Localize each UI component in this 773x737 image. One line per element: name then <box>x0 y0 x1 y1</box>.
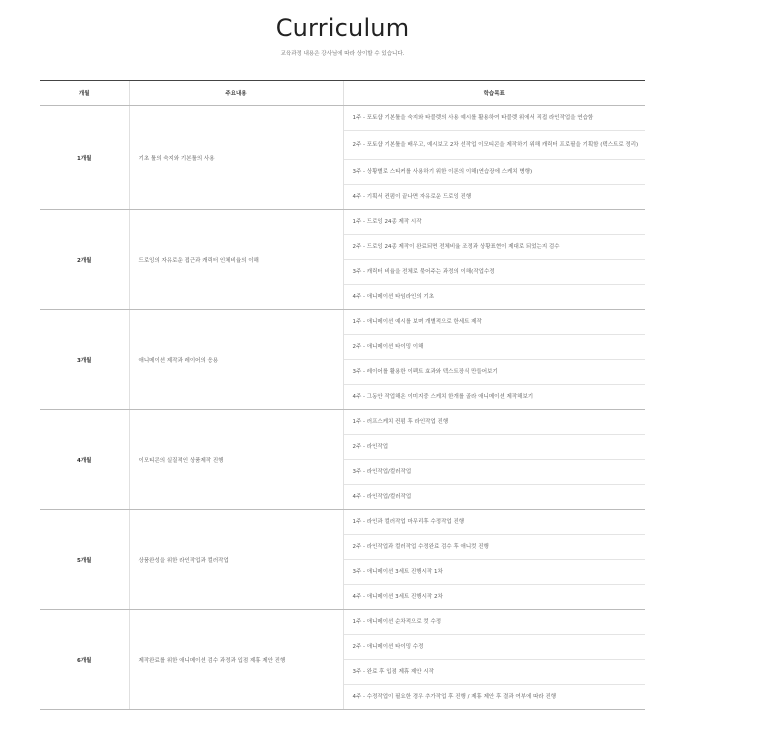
goal-cell: 2주 - 드로잉 24종 제작이 완료되면 전체비율 조정과 상황표현이 제대로 되었는지 검수 <box>343 235 645 260</box>
goal-cell: 2주 - 라인작업 <box>343 435 645 460</box>
goal-cell: 3주 - 레이어를 활용한 이펙트 효과와 텍스트장식 만들어보기 <box>343 360 645 385</box>
header-main-content: 주요내용 <box>129 81 343 106</box>
month-cell: 2개월 <box>40 210 129 310</box>
page-title: Curriculum <box>275 14 410 42</box>
header-month: 개월 <box>40 81 129 106</box>
table-row <box>40 106 645 131</box>
month-cell: 3개월 <box>40 310 129 410</box>
month-cell: 5개월 <box>40 510 129 610</box>
content-cell: 상품완성을 위한 라인작업과 컬러작업 <box>129 510 343 610</box>
content-cell: 제작완료를 위한 애니메이션 검수 과정과 입점 제휴 제안 진행 <box>129 610 343 710</box>
table-header-row <box>40 81 645 106</box>
content-cell: 이모티콘의 실질적인 상품제작 진행 <box>129 410 343 510</box>
table-row <box>40 510 645 535</box>
goal-cell: 1주 - 러프스케치 컨펌 후 라인작업 진행 <box>343 410 645 435</box>
goal-cell: 1주 - 애니메이션 순차적으로 컷 수정 <box>343 610 645 635</box>
month-cell: 6개월 <box>40 610 129 710</box>
goal-cell: 1주 - 애니메이션 예시를 보며 개별적으로 한세트 제작 <box>343 310 645 335</box>
month-cell: 4개월 <box>40 410 129 510</box>
goal-cell: 4주 - 애니메이션 3세트 진행시작 2차 <box>343 585 645 610</box>
goal-cell: 2주 - 라인작업과 컬러작업 수정완료 검수 후 애니컷 진행 <box>343 535 645 560</box>
table-row <box>40 410 645 435</box>
goal-cell: 3주 - 상황별로 스티커를 사용하기 위한 이론의 이해(연습장에 스케치 병행) <box>343 160 645 185</box>
goal-cell: 1주 - 라인과 컬러작업 마무리후 수정작업 진행 <box>343 510 645 535</box>
goal-cell: 4주 - 라인작업/컬러작업 <box>343 485 645 510</box>
goal-cell: 1주 - 포토샵 기본툴을 숙지와 타블렛의 사용 예시를 활용하여 타블렛 위에서 직접 라인작업을 연습함 <box>343 106 645 131</box>
goal-cell: 4주 - 애니메이션 타임라인의 기초 <box>343 285 645 310</box>
goal-cell: 2주 - 애니메이션 타이밍 수정 <box>343 635 645 660</box>
content-cell: 드로잉의 자유로운 접근과 캐릭터 인체비율의 이해 <box>129 210 343 310</box>
goal-cell: 4주 - 그동안 작업해온 이미지중 스케치 한개를 골라 애니메이션 제작해보기 <box>343 385 645 410</box>
goal-cell: 2주 - 애니메이션 타이밍 이해 <box>343 335 645 360</box>
month-cell: 1개월 <box>40 106 129 210</box>
goal-cell: 4주 - 수정작업이 필요한 경우 추가작업 후 진행 / 제휴 제안 후 결과 여부에 따라 진행 <box>343 685 645 710</box>
content-cell: 애니메이션 제작과 레이어의 응용 <box>129 310 343 410</box>
goal-cell: 3주 - 애니메이션 3세트 진행시작 1차 <box>343 560 645 585</box>
goal-cell: 2주 - 포토샵 기본툴을 배우고, 예시보고 2차 선작업 이모티콘을 제작하기 위해 캐릭터 프로필을 기획함 (텍스트로 정리) <box>343 131 645 160</box>
goal-cell: 3주 - 캐릭터 비율을 전체로 묶어주는 과정의 이해(작업수정 <box>343 260 645 285</box>
page-subtitle: 교육과정 내용은 강사님에 따라 상이할 수 있습니다. <box>280 51 405 57</box>
goal-cell: 1주 - 드로잉 24종 제작 시작 <box>343 210 645 235</box>
goal-cell: 4주 - 기획서 컨펌이 끝나면 자유로운 드로잉 진행 <box>343 185 645 210</box>
goal-cell: 3주 - 라인작업/컬러작업 <box>343 460 645 485</box>
table-row <box>40 210 645 235</box>
table-row <box>40 310 645 335</box>
header-learning-goal: 학습목표 <box>343 81 645 106</box>
goal-cell: 3주 - 완료 후 입점 제휴 제안 시작 <box>343 660 645 685</box>
content-cell: 기초 툴의 숙지와 기본툴의 사용 <box>129 106 343 210</box>
curriculum-table <box>40 80 645 710</box>
table-row <box>40 610 645 635</box>
